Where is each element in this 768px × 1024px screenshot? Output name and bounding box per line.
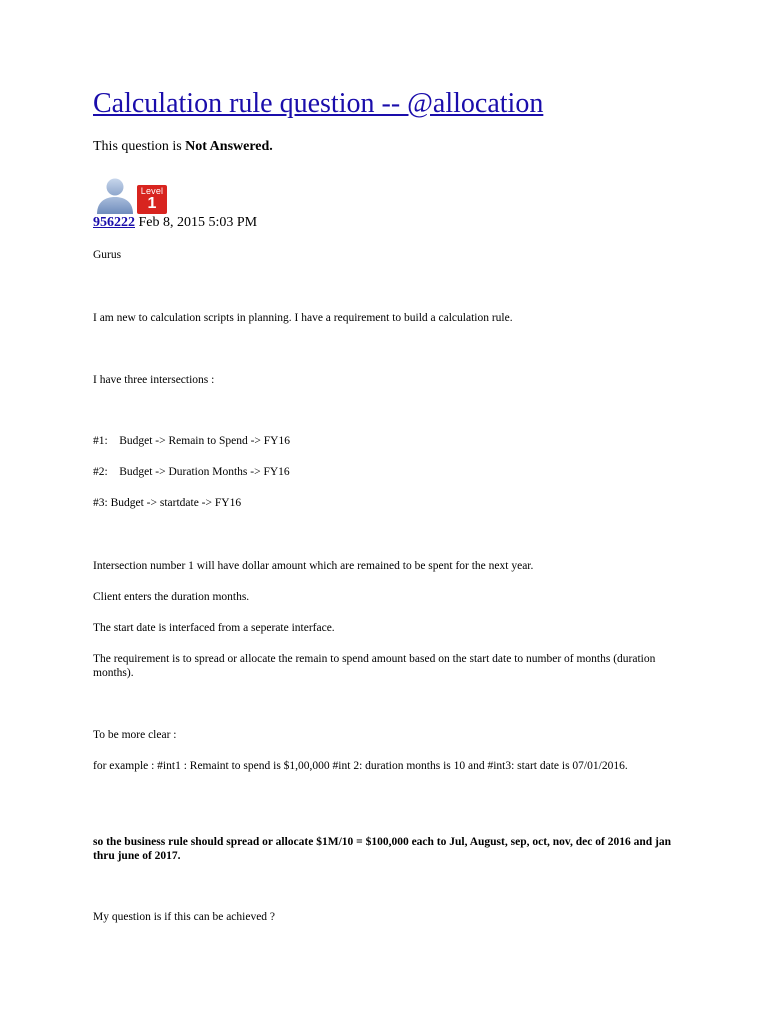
post-paragraph: I have three intersections :	[93, 374, 215, 386]
title-link[interactable]: Calculation rule question -- @allocation	[93, 88, 544, 119]
post-paragraph: #3: Budget -> startdate -> FY16	[93, 497, 242, 509]
post-paragraph: Intersection number 1 will have dollar amount which are remained to be spent for the next year.	[93, 560, 534, 572]
author-avatar-group[interactable]	[93, 176, 169, 214]
status-prefix: This question is	[93, 139, 186, 154]
post-paragraph: The start date is interfaced from a seperate interface.	[93, 622, 335, 634]
post-meta	[93, 214, 257, 232]
post-paragraph: Gurus	[93, 249, 122, 261]
page-title	[93, 86, 543, 122]
level-badge	[137, 185, 167, 214]
post-paragraph: #1: Budget -> Remain to Spend -> FY16	[93, 435, 290, 447]
answer-status	[93, 138, 273, 156]
post-paragraph: #2: Budget -> Duration Months -> FY16	[93, 466, 290, 478]
level-number: 1	[147, 195, 157, 212]
post-paragraph: Client enters the duration months.	[93, 591, 250, 603]
status-value: Not Answered.	[185, 139, 273, 154]
post-paragraph: I am new to calculation scripts in planning. I have a requirement to build a calculation rule.	[93, 312, 513, 324]
post-date: Feb 8, 2015 5:03 PM	[135, 215, 258, 230]
post-paragraph: for example : #int1 : Remaint to spend is $1,00,000 #int 2: duration months is 10 and #int3: start date is 07/01/2016.	[93, 760, 628, 772]
author-link[interactable]: 956222	[93, 215, 135, 230]
user-avatar-icon	[93, 176, 137, 214]
post-paragraph: The requirement is to spread or allocate the remain to spend amount based on the start date to number of months (duration months).	[93, 653, 656, 679]
post-paragraph-emphasis: so the business rule should spread or allocate $1M/10 = $100,000 each to Jul, August, sep, oct, nov, dec of 2016 and jan thru june of 2017.	[93, 836, 671, 862]
level-label: Level	[140, 186, 164, 196]
post-paragraph: To be more clear :	[93, 729, 177, 741]
post-paragraph: My question is if this can be achieved ?	[93, 911, 276, 923]
avatar[interactable]	[93, 176, 137, 214]
